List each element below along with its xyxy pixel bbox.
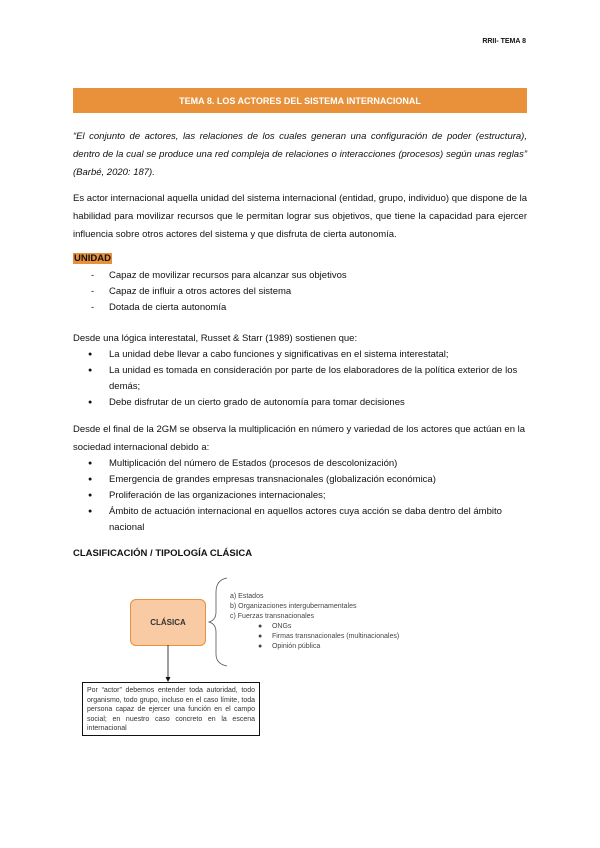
intro-paragraph: Es actor internacional aquella unidad del sistema internacional (entidad, grupo, individuo) que dispone de la habilidad para movilizar recursos que le permitan lograr sus objetivos, que tiene la capacidad para ejercer influencia sobre otros actores del sistema y que disfruta de cierta autonomía. — [73, 193, 527, 240]
definition-box: Por “actor” debemos entender toda autoridad, todo organismo, todo grupo, incluso en el caso límite, toda persona capaz de ejercer una función en el campo social; en nuestro caso concreto en la escena internacional — [82, 682, 260, 736]
type-item: b) Organizaciones intergubernamentales — [230, 603, 357, 610]
multi-paragraph: Desde el final de la 2GM se observa la multiplicación en número y variedad de los actores que actúan en la sociedad internacional debido a: — [73, 424, 526, 453]
list-item: ● Emergencia de grandes empresas transnacionales (globalización económica) — [73, 472, 527, 488]
clasica-box: CLÁSICA — [130, 599, 206, 646]
clasificacion-heading: CLASIFICACIÓN / TIPOLOGÍA CLÁSICA — [73, 548, 253, 559]
list-item: - Dotada de cierta autonomía — [73, 300, 527, 316]
subtype-item: ● ONGs — [258, 623, 292, 630]
types-list — [230, 592, 399, 652]
list-item: ● Multiplicación del número de Estados (procesos de descolonización) — [73, 456, 527, 472]
page-header: RRII- TEMA 8 — [482, 38, 526, 45]
type-item: c) Fuerzas transnacionales — [230, 613, 315, 620]
title-banner: TEMA 8. LOS ACTORES DEL SISTEMA INTERNACIONAL — [73, 88, 527, 113]
subtype-item: ● Firmas transnacionales (multinacionales) — [258, 633, 400, 640]
subtype-item: ● Opinión pública — [258, 643, 321, 650]
russet-paragraph: Desde una lógica interestatal, Russet & Starr (1989) sostienen que: — [73, 333, 358, 344]
list-item: - Capaz de influir a otros actores del sistema — [73, 284, 527, 300]
unidad-heading: UNIDAD — [74, 253, 111, 264]
list-item: ● La unidad debe llevar a cabo funciones y significativas en el sistema interestatal; — [73, 347, 527, 363]
type-item: a) Estados — [230, 593, 264, 600]
list-item: ● Debe disfrutar de un cierto grado de autonomía para tomar decisiones — [73, 395, 527, 411]
list-item: ● La unidad es tomada en consideración por parte de los elaboradores de la política exterior de los demás; — [73, 363, 527, 395]
quote: “El conjunto de actores, las relaciones de los cuales generan una configuración de poder (estructura), dentro de la cual se produce una red compleja de relaciones o interacciones (procesos) según unas reglas” (Barbé, 2020: 187). — [73, 131, 527, 178]
list-item: ● Proliferación de las organizaciones internacionales; — [73, 488, 527, 504]
brace — [209, 578, 227, 666]
list-item: - Capaz de movilizar recursos para alcanzar sus objetivos — [73, 268, 527, 284]
list-item: ● Ámbito de actuación internacional en aquellos actores cuya acción se daba dentro del ámbito nacional — [73, 504, 527, 536]
